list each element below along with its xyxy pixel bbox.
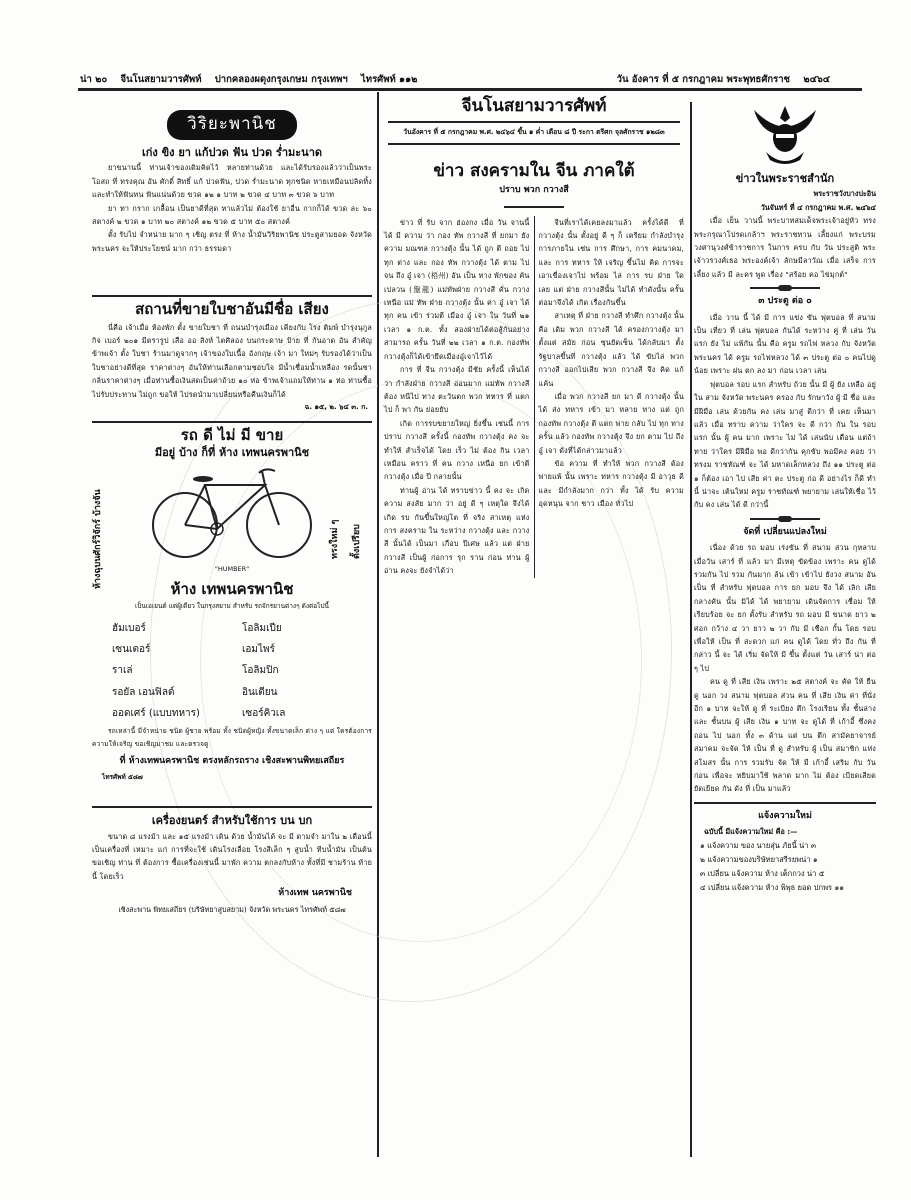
- notice-page: น่า ๕: [807, 868, 825, 878]
- issue-date: วัน อังคาร ที่ ๕ กรกฎาคม พระพุทธศักราช: [616, 74, 790, 85]
- ad-tea-shop: [92, 300, 372, 414]
- notice-item: [700, 867, 876, 881]
- royal-news-place: พระราชวังบางปะอิน: [813, 189, 876, 199]
- ad-subtitle: มีอยู่ บ้าง ก็ที่ ห้าง เทพนครพานิช: [154, 445, 310, 459]
- notice-item: [700, 881, 876, 895]
- brand-item: ราเล่: [112, 665, 133, 677]
- notice-item: [700, 853, 876, 867]
- article-subcolumn-a: [380, 216, 534, 578]
- bicycle-model: "HUMBER": [214, 565, 250, 574]
- bicycle-illustration: [147, 463, 317, 563]
- new-rules-title: จัดที่ เปลี่ยนแปลงใหม่: [743, 526, 827, 537]
- ad-bicycle: [92, 425, 372, 785]
- notice-text: แจ้งความของบริษัทยาสรีรยพน่า: [707, 854, 811, 864]
- article-paragraph: เกิด การรบขยายใหญ่ ยิ่งขึ้น เช่นนี้ การปราบ กวางสี ครั้งนี้ กองทัพ กวางตุ้ง คง จะ ทำให้ สำเร็จได้ โดย เร็ว ไม่ ต้อง กิน เวลา เหมือน คราว ที่ คน กวาง เหนือ ยก เข้าตี กวางตุ้ง เมื่อ ปี กลายนั้น: [384, 418, 530, 482]
- section-rule: [694, 802, 876, 804]
- ornamental-rule: [750, 518, 820, 520]
- football-paragraph: ฟุตบอล รอบ แรก สำหรับ ถ้วย นั้น มี ผู้ ยัง เหลือ อยู่ ใน สาม จังหวัด พระนคร ครอง กับ รักษาวัง ผู้ มี ชื่อ และ มีฝีมือ เล่น ด้วยกัน คง เล่น มาสู่ ดีกว่า ที่ เคย เห็นมาแล้ว เมื่อ ทราบ ความ ว่าใคร จะ ดี กว่า กัน ใน รอบ แรก นั้น ผู้ คน มาก เพราะ ไม่ ได้ เล่นนับ เดือน แต่ถ้า ทาย ว่าใคร มีฝีมือ พอ ดีกว่ากัน คุกขับ พอมีคง คอย ว่า ทรงม ราชทัณฑ์ จะ ได้ มหาดเล็กหลวง ถึง ๑๑ ประตู ต่อ ๑ ก็ต้อง เอา ไป เสีย ค่า ตะ ประตู ก่อ ดี อย่างไร ก็ดี ทำ นี้ น่าจะ เต้นใหม่ ครูม ราชทัณฑ์ พยายาม เล่นให้เชื่อ ไว้ กับ คง เล่น ได้ ดี กว่านี้: [694, 379, 876, 510]
- notice-page: น่า ๓: [799, 840, 817, 850]
- masthead: จีนโนสยามวารศัพท์: [461, 96, 607, 116]
- ad-paragraph: ตั้ง รับไป จำหน่าย มาก ๆ เชิญ ตรง ที่ ห้าง น้ำมันวิริยพานิช ประตูสามยอด จังหวัด พระนคร จะให้ประโยชน์ มาก กว่า ธรรมดา: [92, 230, 372, 253]
- article-headline: ข่าว สงครามใน จีน ภาคใต้: [433, 160, 635, 181]
- royal-news-date: วันจันทร์ ที่ ๔ กรกฎาคม พ.ศ. ๒๔๖๔: [760, 202, 876, 212]
- football-paragraph: เมื่อ วาน นี้ ได้ มี การ แข่ง ขัน ฟุตบอล ที่ สนาม เป็น เที่ยว ที่ เล่น ฟุตบอล กันได้ ระหว่าง คู่ ที่ เล่น วัน แรก ยัง ไม่ แพ้กัน นั้น คือ ครูม รถไฟ หลวง กับ จังหวัด พระนคร ได้ ครูม รถไฟหลวง ได้ ๓ ประตู ต่อ ๐ คนไปดูน้อย เพราะ ฝน ตก ลง มา ก่อน เวลา เล่น: [694, 312, 876, 376]
- ad-reference: ฉ. ๑๕, ๒. ๖๔ ๓. ก.: [304, 403, 368, 412]
- article-subcolumn-b: [534, 216, 689, 578]
- ad-paragraph: ยาขนานนี้ ท่านเจ้าของเดิมคิดไว้ หลายท่านด้วย และได้รับรองแล้วว่าเป็นพระ โอสถ ที่ ทรงคุณ อัน ศักดิ์ สิทธิ์ แก้ ปวดฟัน, ปวด ร่ำมะนาด ทุกชนิด หายเหมือนปลิดทิ้ง และทำให้ฟันทน ฟันแน่นด้วย ขวด ๑๒ ๑ บาท ๒ ขวด ๔ บาท ๓ ขวด ๖ บาท: [92, 163, 372, 200]
- garuda-icon: [750, 100, 820, 168]
- new-rules-paragraph: คน ดู ที่ เสีย เงิน เพราะ ๒๕ สตางค์ จะ คัด ให้ ยืน ดู นอก วง สนาม ฟุตบอล ส่วน คน ที่ เสีย เงิน ค่า ที่นั่ง อีก ๑ บาท จะให้ ดู ที่ ระเบียง ตึก โรงเรียน ทั้ง ชั้นล่าง และ ชั้นบน ผู้ เสีย เงิน ๑ บาท จะ ดูได้ ที่ เก้าอี้ ซึ่งคง ถอน ไป นอก ทั้ง ๓ ด้าน แต่ บน ตึก สามัคยาจารย์ สมาคม จะจัด ให้ เป็น ที่ ดู สำหรับ ผู้ เป็น สมาชิก แห่ง สโมสร นั้น การ รวมรับ จัด ให้ มี เก้าอี้ เสริม กับ วัน ก่อน เพื่อจะ หยิบมาใช้ พลาด มาก ไม่ ต้อง เบียดเสียด ยัดเยียด กัน ดัง ที่ เป็น มาแล้ว: [694, 677, 876, 794]
- shop-address: เชิงสะพาน พิทยเสถียร (บริษัทยาสูบสยาม) จังหวัด พระนคร ไทรศัพท์ ๕๘๗: [118, 904, 346, 914]
- ad-engines: [92, 814, 372, 916]
- article-paragraph: การ ที่ จีน กวางตุ้ง มีชัย ครั้งนี้ เห็นได้ว่า กำลังฝ่าย กวางสี อ่อนมาก แม่ทัพ กวางสี ต้อง หนีไป ทาง ตะวันตก พวก ทหาร ที่ แตก ไป ก็ พา กัน ย่อยยับ: [384, 365, 530, 415]
- notice-number: ๑: [700, 840, 705, 850]
- section-rule: [92, 806, 372, 808]
- ad-paragraph: ขนาด ๘ แรงม้า และ ๑๕ แรงม้า เดิน ด้วย น้ำมันได้ จะ มี ตามจำ มาใน ๒ เดือนนี้ เป็นเครื่องที่ เหมาะ แก่ การที่จะใช้ เดินโรงเลื่อย โรงสีเล็ก ๆ สูบน้ำ ทีบน้ำมัน เป็นต้น ขอเชิญ ท่าน ที่ ต้องการ ซื้อเครื่องเช่นนี้ มาพัก ความ ตกลงกับห้าง ทั้งที่มี ชามร้าน ท้ายนี้ โดยเร็ว: [92, 831, 372, 881]
- paper-name-running: จีนโนสยามวารศัพท์: [120, 74, 202, 85]
- article-paragraph: จีนที่เราได้เคยลงมาแล้ว ครั้งได้ดี ที่ กวางตุ้ง นั้น ตั้งอยู่ ดี ๆ ก็ เตรียม กำลังบำรุงการภายใน เช่น การ ศึกษา, การ คมนาคม, และ การ ทหาร ให้ เจริญ ขึ้นไม่ คิด การจะ เอาเขื่องเจาไป พร้อม ไล่ การ รบ ฝ่าย ใด เลย แต่ ฝ่าย กวางสีนั้น ไม่ได้ ทำดังนั้น ครั้นต่อมาจึงได้ เกิด เรื่องกันขึ้น: [538, 217, 684, 308]
- notice-text: เปลี่ยน แจ้งความ ห้าง พิพุธ ยอด ปกพร: [708, 882, 833, 892]
- brand-item: ฮัมเบอร์: [112, 622, 146, 634]
- football-title: ๓ ประตู ต่อ ๐: [758, 296, 812, 307]
- left-column: [92, 96, 372, 916]
- headline-rule: [504, 206, 564, 208]
- new-rules-paragraph: เนื่อง ด้วย รถ มอบ เร่งขัน ที่ สนาม สวน กุหลาบ เมื่อวัน เสาร์ ที่ แล้ว มา มีเหตุ ขัดข้อง เพราะ คน ดูได้ รวมกัน ไป รวม กันมาก ล้น เข้า เข้าไป ยังวง สนาม อันเป็น ที่ สำหรับ ฟุตบอล การ ยก มอบ จึง ได้ เลิก เสีย กลางคัน นั้น มิได้ ได้ พยายาม เดินจัดการ เชื่อม ให้ เรียบร้อย จะ ยก ตั้งรับ สำหรับ รถ มอบ มี ขนาด ยาว ๒ ศอก กว้าง ๔ วา ยาว ๒ วา กับ มี เชือก กั้น โดย รอบ เพื่อให้ เป็น ที่ สะดวก แก่ คน ดูได้ โดย ทั่ว ถึง กัน ที่ กล่าว นี้ จะ ได้ เริ่ม จัดให้ มี ขึ้น ตั้งแต่ วัน เสาร์ น่า ต่อ ๆ ไป: [694, 543, 876, 673]
- brand-item: เอมไพร์: [242, 643, 276, 655]
- article-paragraph: ข่าว ที่ รับ จาก ฮ่องกง เมื่อ วัน จานนี้ ได้ มี ความ ว่า กอง ทัพ กวางสี ที่ ยกมา ยัง ความ มณฑล กวางตุ้ง นั้น ได้ ถูก ตี ถอย ไป ทุก ต่าง และ กอง ทัพ กวางตุ้ง ได้ ตาม ไป จน ถึง อู๋ เจา (梧州) อัน เป็น ทาง พักของ คัน เปลวน (盤龍) แม่ทัพฝ่าย กวางสี คั่น กวาง เหนือ แม่ ทัพ ฝ่าย กวางตุ้ง นั้น ค่า อู๋ เจา ได้ ทุก คน เข้า ร่วมตี เมือง อู๋ เจา ใน วันที่ ๒๑ เวลา ๑ ก.ต. ทั้ง สองฝ่ายได้ต่อสู้กันอย่างสามารถ ครั้น วันที่ ๒๒ เวลา ๑ ก.ต. กองทัพกวางตุ้งก็ได้เข้ายึดเมืองอู๋เจาไว้ได้: [384, 217, 530, 361]
- brand-item: เซอร์คิวเล: [242, 708, 286, 720]
- brand-item: โอลิมเปีย: [242, 622, 282, 634]
- center-column: [380, 92, 688, 578]
- notice-number: ๓: [700, 868, 706, 878]
- notice-item: [700, 839, 876, 853]
- paper-address: ปากคลองผดุงกรุงเกษม กรุงเทพฯ: [214, 74, 348, 85]
- garuda-emblem: [750, 100, 820, 168]
- side-text-right-1: ทรงใหม่ ๆ: [329, 519, 340, 559]
- page-number: น่า ๒๐: [80, 74, 108, 85]
- ad-title: รถ ดี ไม่ มี ขาย: [180, 425, 284, 444]
- section-rule: [92, 421, 372, 423]
- brand-item: อินเตียน: [242, 686, 278, 698]
- royal-news-body: เมื่อ เย็น วานนี้ พระบาทสมเด็จพระเจ้าอยู่หัว ทรงพระกรุณาโปรดเกล้าฯ พระราชทาน เลี้ยงแก่ พระบรมวงศานุวงศ์ข้าราชการ ในการ ครบ กับ วัน ประสูติ พระเจ้าวรวงศ์เธอ พระองค์เจ้า ลักษมีลาวัณ เมื่อ เสร็จ การ เลี้ยง แล้ว มี ละคร พูด เรื่อง "สร้อย คอ ไข่มุกต์": [694, 216, 876, 279]
- notice-text: แจ้งความ ของ นายสุ่น ภัยนี้: [707, 840, 797, 850]
- notice-page: ๑: [812, 854, 818, 864]
- right-column: [694, 92, 876, 895]
- ad-title: เครื่องยนตร์ สำหรับใช้การ บน บก: [151, 814, 313, 828]
- brand-item: รอยัล เอนฟิลด์: [112, 686, 175, 698]
- bicycle-brand-list: [112, 622, 372, 721]
- article-paragraph: ท่านผู้ อ่าน ได้ ทราบข่าว นี้ คง จะ เกิด ความ สงสัย มาก ว่า อยู่ ดี ๆ เหตุใด จึงได้ เกิด รบ กันขึ้นใหญ่โต ที่ จริง สาเหตุ แห่ง การ สงคราม ใน ระหว่าง กวางตุ้ง และ กวางสี นั้นได้ เป็นมา เกือบ ปีเศษ แล้ว แต่ ฝ่าย กวางสี เป็นผู้ ก่อการ รุก ราน ก่อน ท่าน ผู้อ่าน คงจะ ยังจำได้ว่า: [384, 485, 530, 576]
- brand-logo: วิริยะพานิช: [167, 110, 297, 140]
- brand-item: โอลิมปิก: [242, 665, 279, 677]
- notice-text: เปลี่ยน แจ้งความ ห้าง เต็กกวง: [707, 868, 805, 878]
- article-paragraph: สาเหตุ ที่ ฝ่าย กวางสี ทำศึก กวางตุ้ง นั้น คือ เดิม พวก กวางสี ได้ ครองกวางตุ้ง มา ตั้งแต่ สมัย ก่อน ซุนยัดเซ็น ได้กลับมา ตั้ง รัฐบาลขึ้นที่ กวางตุ้ง แล้ว ได้ ขับไล่ พวก กวางสี ออกไปเสีย พวก กวางสี จึง คิด แก้แค้น: [538, 311, 684, 388]
- issue-year: ๒๔๖๔: [803, 74, 830, 85]
- article-paragraph: เมื่อ พวก กวางสี ยก มา ตี กวางตุ้ง นั้น ได้ ส่ง ทหาร เข้า มา หลาย ทาง แต่ ถูก กองทัพ กวางตุ้ง ตี แตก พ่าย กลับ ไป ทุก ทาง ครั้น แล้ว กองทัพ กวางตุ้ง จึง ยก ตาม ไป ถึง อู๋ เจา ดังที่ได้กล่าวมาแล้ว: [538, 391, 684, 455]
- shop-address: ที่ ห้างเทพนครพานิช ตรงหลักรถราง เชิงสะพานพิทยเสถียร: [119, 756, 345, 767]
- column-divider-left: [377, 92, 379, 1157]
- side-text-left: ห้างฉุบนศักร์วิจักร์ บ้างจัน: [93, 488, 103, 589]
- header-rule: [78, 88, 862, 91]
- section-rule: [92, 295, 372, 297]
- ad-paragraph: ยา ทา กราก เกลื้อน เป็นยาดีที่สุด ทาแล้วไม่ ต้องใช้ ยาอื่น กากก็ได้ ขวด ละ ๖๐ สตางค์ ๒ ขวด ๑ บาท ๒๐ สตางค์ ๑๒ ขวด ๕ บาท ๕๐ สตางค์: [92, 203, 372, 227]
- brand-item: เซนเตอร์: [112, 643, 151, 655]
- brand-item: ออดเศร์ (แบบทหาร): [112, 708, 200, 720]
- ad-note: รถเหล่านี้ มีจำหน่าย ชนิด ผู้ชาย พร้อม ทั้ง ชนิดผู้หญิง ทั้งขนาดเล็ก ต่าง ๆ แต่ ใครต้องการ ความให้เจริญ ขอเชิญมาชม และตรวจดู: [92, 726, 372, 748]
- ornamental-rule: [750, 287, 820, 289]
- notices-intro: ฉบับนี้ มีแจ้งความใหม่ คือ :—: [704, 827, 798, 837]
- article-body: [380, 216, 688, 578]
- page-header: [80, 72, 840, 86]
- article-subheadline: ปราบ พวก กวางสี: [499, 185, 569, 196]
- ad-headline: เก่ง ขิง ยา แก้ปวด ฟัน ปวด ร่ำมะนาด: [141, 146, 323, 159]
- notice-number: ๔: [700, 882, 706, 892]
- ad-viriya-panich: [92, 110, 372, 255]
- article-paragraph: ข้อ ความ ที่ ทำให้ พวก กวางสี ต้อง พ่ายแพ้ นั้น เพราะ ทหาร กวางตุ้ง มี อาวุธ ดี และ มีกำลังมาก กว่า ทั้ง ได้ รับ ความ อุดหนุน จาก ชาว เมือง ทั่วไป: [538, 458, 684, 509]
- royal-news-title: ข่าวในพระราชสำนัก: [735, 172, 835, 185]
- dateline: วันอังคาร ที่ ๕ กรกฎาคม พ.ศ. ๒๔๖๔ ขึ้น ๑ ค่ำ เดือน ๘ ปี ระกา ตรีศก จุลศักราช ๑๒๘๓: [388, 121, 680, 144]
- notice-number: ๒: [700, 854, 705, 864]
- ad-intro: เป็นเอเยนต์ แต่ผู้เดียว ในกรุงสยาม สำหรับ รถจักรยานต่างๆ ดังต่อไปนี้: [135, 602, 329, 611]
- paper-phone: ไทรศัพท์ ๑๑๒: [361, 74, 418, 85]
- notices-title: แจ้งความใหม่: [758, 810, 812, 821]
- notice-page: ๑๑: [834, 882, 844, 892]
- bicycle-icon: [147, 463, 317, 563]
- shop-name: ห้าง เทพนครพานิช: [170, 579, 294, 598]
- ad-paragraph: นี่คือ เจ้าเมื่อ ห้องพัก ตั้ง ขายใบชา ที่ ถนนบำรุงเมือง เคียงกับ โรง ติมพ์ บำรุงนุกูลกิจ เบอร์ ๒๐๑ มีตรารูป เสือ ออ สิงห์ ไตศิลอง บนกระดาษ ป้าย ที่ กันอาด อัน สำคัญ ข้าพเจ้า ตั้ง ใบชา ร้านมาดูจากๆ เจ้าของใบเนื้อ อังกฤษ เจ้า มา ใหม่ๆ รับรองได้ว่าเป็นใบชาอย่างดีที่สุด ราคาต่างๆ อันให้ท่านเลือกตามชอบใจ มีน้ำเชื่อมน้ำเหลือง รดนั้นชา กลิ่นราคาต่างๆ เมื่อท่านซื้อเงินสดเป็นค่าถ้วย ๑๐ ห่อ ข้าพเจ้าแถมให้ท่าน ๑ ห่อ ท่านซื้อไปรับประทาน ไม่ถูก ขอให้ ไปรดนำมาเปลี่ยนหรือคืนเงินก็ได้: [92, 322, 372, 399]
- shop-phone: ไทรศัพท์ ๕๘๗: [102, 772, 143, 781]
- column-divider-right: [690, 102, 692, 1157]
- ad-title: สถานที่ขายใบชาอันมีชื่อ เสียง: [135, 300, 329, 319]
- shop-name: ห้างเทพ นครพานิช: [278, 888, 352, 899]
- side-text-right-2: ตั้งเปรียบ: [351, 523, 362, 559]
